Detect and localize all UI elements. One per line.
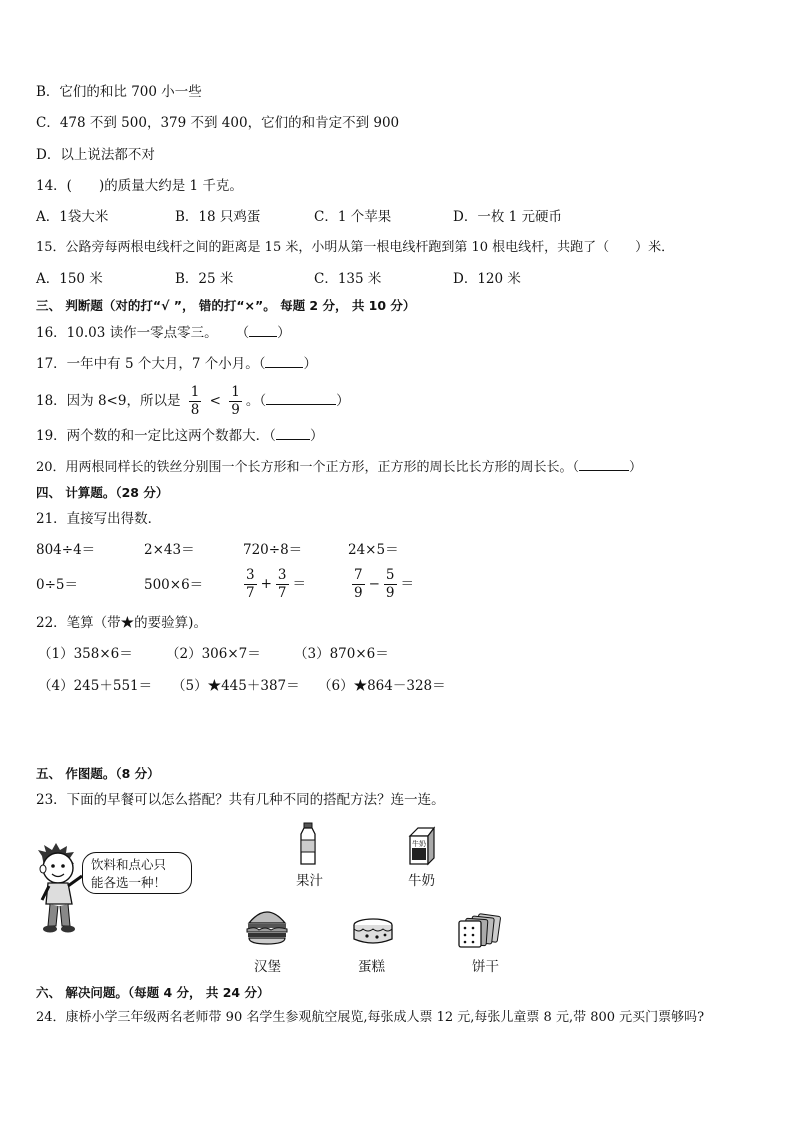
q23-stem: 23．下面的早餐可以怎么搭配？共有几种不同的搭配方法？连一连。 bbox=[36, 792, 445, 808]
hamburger-icon[interactable] bbox=[245, 905, 289, 945]
q18-fraction-2: $\frac{1}{9}$ bbox=[231, 384, 240, 418]
milk-carton-icon[interactable] bbox=[404, 826, 438, 866]
q22-stem: 22．笔算（带★的要验算)。 bbox=[36, 615, 207, 631]
q18-prefix: 18．因为 8<9，所以是 bbox=[36, 393, 181, 409]
q14-option-c: C．1 个苹果 bbox=[314, 209, 392, 225]
q15-option-d: D．120 米 bbox=[453, 271, 521, 287]
q18-line bbox=[36, 384, 350, 419]
q17-line bbox=[36, 353, 317, 374]
biscuit-icon[interactable] bbox=[457, 913, 503, 949]
q13-option-c: C．478 不到 500，379 不到 400，它们的和肯定不到 900 bbox=[36, 115, 400, 131]
q16-answer-blank[interactable] bbox=[249, 322, 277, 337]
milk-carton-text: 牛奶 bbox=[412, 840, 426, 848]
q14-option-d: D．一枚 1 元硬币 bbox=[453, 209, 562, 225]
section-6-title: 六、 解决问题。（每题 4 分， 共 24 分） bbox=[36, 985, 270, 1000]
q21-item-2: 2×43＝ bbox=[144, 542, 195, 558]
q21-item-6: 500×6＝ bbox=[144, 577, 204, 593]
q20-paren-right: ） bbox=[629, 460, 643, 475]
q22-item-1: （1）358×6＝ bbox=[38, 646, 133, 662]
q16-line bbox=[36, 322, 291, 343]
q22-item-2: （2）306×7＝ bbox=[166, 646, 261, 662]
q15-option-b: B．25 米 bbox=[175, 271, 234, 287]
q19-line bbox=[36, 425, 323, 446]
q18-fraction-1: $\frac{1}{8}$ bbox=[190, 384, 200, 418]
q21-stem: 21．直接写出得数． bbox=[36, 511, 162, 527]
boy-illustration bbox=[30, 842, 90, 934]
q21-item-5: 0÷5＝ bbox=[36, 577, 78, 593]
label-milk: 牛奶 bbox=[408, 873, 435, 889]
q15-option-a: A．150 米 bbox=[36, 271, 103, 287]
q20-line bbox=[36, 456, 642, 478]
q14-option-a: A．1袋大米 bbox=[36, 209, 109, 225]
speech-bubble bbox=[82, 852, 192, 894]
q16-paren-left: （ bbox=[235, 325, 250, 341]
q17-answer-blank[interactable] bbox=[265, 353, 303, 368]
section-3-title: 三、 判断题（对的打“√ ”， 错的打“×”。 每题 2 分， 共 10 分） bbox=[36, 298, 416, 313]
q16-text: 16．10.03 读作一零点零三。 bbox=[36, 325, 218, 341]
q14-option-b: B．18 只鸡蛋 bbox=[175, 209, 261, 225]
q17-text: 17．一年中有 5 个大月，7 个小月。（ bbox=[36, 356, 266, 372]
q24-text: 24．康桥小学三年级两名老师带 90 名学生参观航空展览,每张成人票 12 元,每张儿童票 8 元,带 800 元买门票够吗? bbox=[36, 1010, 705, 1025]
q15-option-c: C．135 米 bbox=[314, 271, 382, 287]
q22-item-5: （5）★445＋387＝ bbox=[172, 678, 300, 694]
q20-answer-blank[interactable] bbox=[579, 456, 629, 471]
bubble-line-2: 能各选一种！ bbox=[91, 875, 167, 890]
q21-item-3: 720÷8＝ bbox=[243, 542, 303, 558]
q13-option-d: D．以上说法都不对 bbox=[36, 147, 155, 163]
q18-operator: < bbox=[209, 393, 221, 409]
q18-answer-blank[interactable] bbox=[266, 390, 336, 405]
q15-stem: 15．公路旁每两根电线杆之间的距离是 15 米，小明从第一根电线杆跑到第 10 根电线杆，共跑了（ ）米． bbox=[36, 240, 675, 255]
q19-paren-right: ） bbox=[309, 428, 324, 444]
q21-fraction-difference: $\frac{7}{9}$ − $\frac{5}{9}$ ＝ bbox=[354, 567, 414, 601]
q18-suffix: 。（ bbox=[245, 393, 267, 409]
q14-stem: 14．( )的质量大约是 1 千克。 bbox=[36, 178, 243, 194]
q16-paren-right: ） bbox=[277, 325, 291, 341]
q17-paren-right: ） bbox=[303, 356, 317, 372]
q21-item-1: 804÷4＝ bbox=[36, 542, 96, 558]
q19-text: 19．两个数的和一定比这两个数都大．（ bbox=[36, 428, 276, 444]
q19-answer-blank[interactable] bbox=[276, 425, 310, 440]
bubble-line-1: 饮料和点心只 bbox=[91, 857, 167, 872]
cake-icon[interactable] bbox=[351, 917, 395, 947]
q13-option-b: B．它们的和比 700 小一些 bbox=[36, 84, 202, 100]
q22-item-6: （6）★864－328＝ bbox=[318, 678, 446, 694]
q22-item-4: （4）245＋551＝ bbox=[38, 678, 153, 694]
q20-text: 20．用两根同样长的铁丝分别围一个长方形和一个正方形，正方形的周长比长方形的周长长。（ bbox=[36, 460, 580, 475]
label-biscuit: 饼干 bbox=[472, 959, 499, 975]
section-5-title: 五、 作图题。（8 分） bbox=[36, 766, 160, 781]
label-cake: 蛋糕 bbox=[358, 959, 385, 975]
label-juice: 果汁 bbox=[296, 873, 323, 889]
section-4-title: 四、 计算题。（28 分） bbox=[36, 485, 169, 500]
q21-fraction-sum: $\frac{3}{7}$ + $\frac{3}{7}$ ＝ bbox=[246, 567, 306, 601]
label-hamburger: 汉堡 bbox=[254, 959, 281, 975]
q18-paren-right: ） bbox=[336, 393, 350, 409]
juice-bottle-icon[interactable] bbox=[297, 822, 319, 866]
q21-item-4: 24×5＝ bbox=[348, 542, 399, 558]
q22-item-3: （3）870×6＝ bbox=[294, 646, 389, 662]
